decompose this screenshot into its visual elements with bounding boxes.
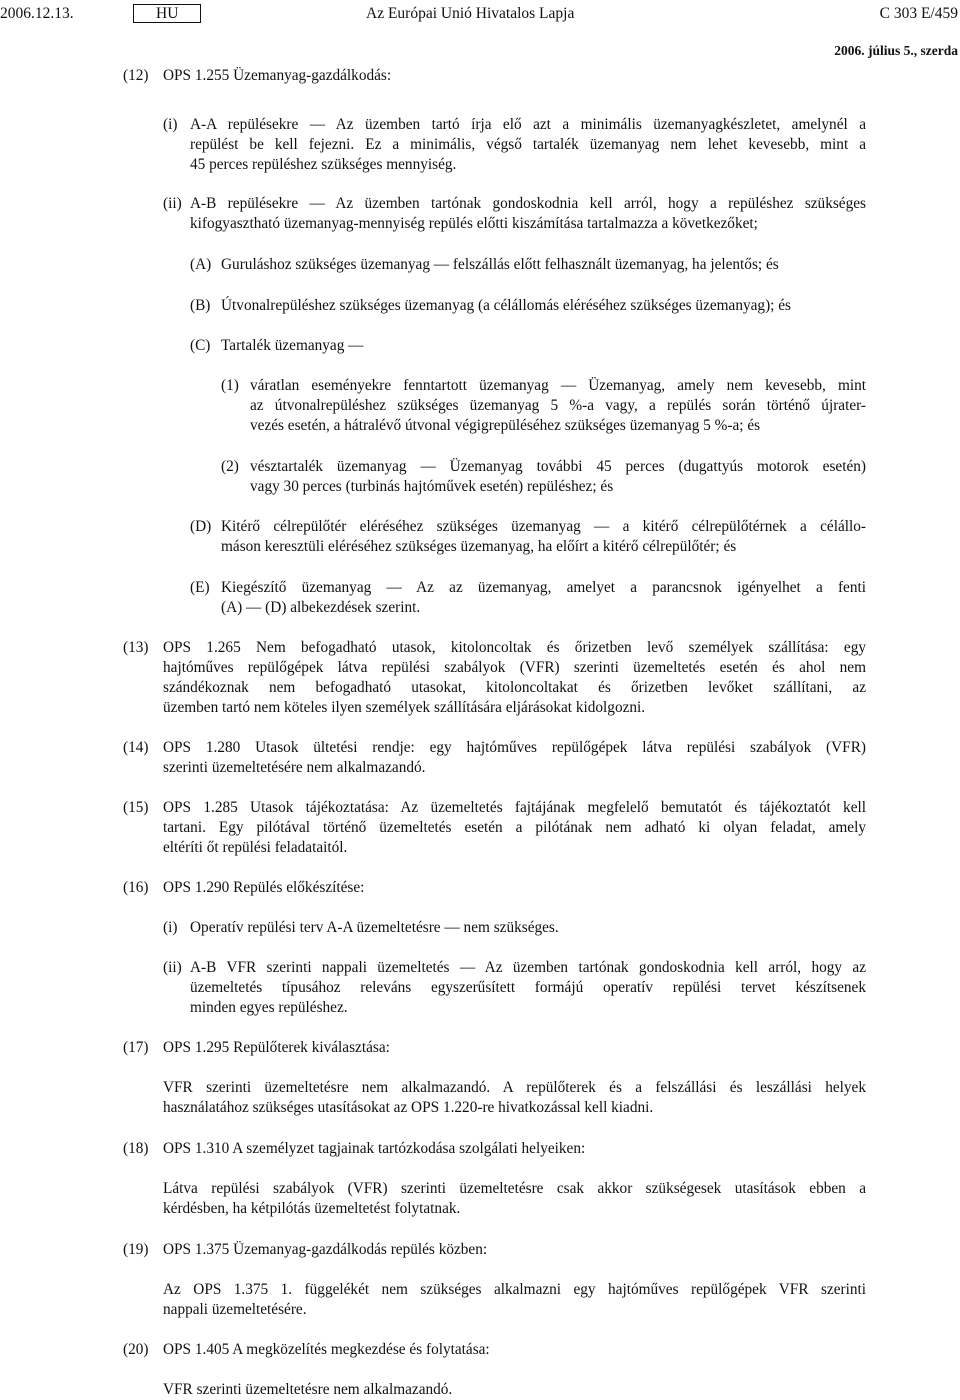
section-number: (16)	[123, 879, 149, 896]
list-item-line: (A) — (D) albekezdések szerint.	[221, 599, 421, 616]
list-item-line: Kiegészítő üzemanyag — Az az üzemanyag, amelyet a parancsnok igényelhet a fenti	[221, 579, 866, 596]
list-item-line: váratlan eseményekre fenntartott üzemanyag — Üzemanyag, amely nem kevesebb, mint	[250, 377, 866, 394]
list-item-line: üzemeltetés típusához releváns egyszerűsített formájú operatív repülési tervet készítsenek	[190, 979, 866, 996]
item-number: (A)	[190, 256, 212, 273]
paragraph-line: VFR szerinti üzemeltetésre nem alkalmazandó. A repülőterek és a felszállási és leszállási helyek	[163, 1079, 866, 1096]
list-item-line: kifogyasztható üzemanyag-mennyiség repülés előtti kiszámítása tartalmazza a következőket;	[190, 215, 758, 232]
list-item-line: A-B VFR szerinti nappali üzemeltetés — Az üzemben tartónak gondoskodnia kell arról, hogy az	[190, 959, 866, 976]
list-item-line: vésztartalék üzemanyag — Üzemanyag további 45 perces (dugattyús motorok esetén)	[250, 458, 866, 475]
list-item-line: vezés esetén, a hátralévő útvonal végigrepüléséhez szükséges üzemanyag 5 %-a; és	[250, 417, 761, 434]
list-item-line: Guruláshoz szükséges üzemanyag — felszállás előtt felhasznált üzemanyag, ha jelentős; és	[221, 256, 779, 273]
paragraph-line: OPS 1.280 Utasok ültetési rendje: egy hajtóműves repülőgépek látva repülési szabályok (VFR)	[163, 739, 866, 756]
section-number: (14)	[123, 739, 149, 756]
list-item-line: A-A repülésekre — Az üzemben tartó írja elő azt a minimális üzemanyagkészletet, amelynél a	[190, 116, 866, 133]
list-item-line: máson keresztüli eléréséhez szükséges üzemanyag, ha előírt a kitérő célrepülőtér; és	[221, 538, 737, 555]
section-number: (13)	[123, 639, 149, 656]
paragraph-line: kérdésben, ha kétpilótás üzemeltetést folytatnak.	[163, 1200, 461, 1217]
list-item-line: Tartalék üzemanyag —	[221, 337, 364, 354]
item-number: (ii)	[163, 959, 182, 976]
section-number: (18)	[123, 1140, 149, 1157]
paragraph-line: OPS 1.265 Nem befogadható utasok, kitoloncoltak és őrizetben levő személyek szállítása: egy	[163, 639, 866, 656]
journal-title: Az Európai Unió Hivatalos Lapja	[366, 5, 575, 22]
item-number: (E)	[190, 579, 210, 596]
item-number: (B)	[190, 297, 211, 314]
header-date: 2006.12.13.	[0, 5, 74, 22]
item-number: (2)	[221, 458, 239, 475]
paragraph-line: használatához szükséges utasításokat az OPS 1.220-re hivatkozással kell kiadni.	[163, 1099, 654, 1116]
section-number: (17)	[123, 1039, 149, 1056]
section-number: (19)	[123, 1241, 149, 1258]
list-item-line: 45 perces repüléshez szükséges mennyiség.	[190, 156, 457, 173]
item-number: (D)	[190, 518, 212, 535]
section-title: OPS 1.375 Üzemanyag-gazdálkodás repülés közben:	[163, 1241, 488, 1258]
list-item-line: Operatív repülési terv A-A üzemeltetésre — nem szükséges.	[190, 919, 559, 936]
list-item-line: repülést be kell fejezni. Ez a minimális, végső tartalék üzemanyag nem lehet kevesebb, mint a	[190, 136, 866, 153]
paragraph-line: Az OPS 1.375 1. függelékét nem szükséges alkalmazni egy hajtóműves repülőgépek VFR szerinti	[163, 1281, 866, 1298]
paragraph-line: VFR szerinti üzemeltetésre nem alkalmazandó.	[163, 1381, 453, 1398]
paragraph-line: eltéríti őt repülési feladataitól.	[163, 839, 348, 856]
item-number: (i)	[163, 116, 178, 133]
list-item-line: az útvonalrepüléshez szükséges üzemanyag 5 %-a vagy, a repülés során történő újrater-	[250, 397, 866, 414]
paragraph-line: üzemben tartó nem köteles ilyen személyek szállítására eljárásokat kidolgozni.	[163, 699, 646, 716]
list-item-line: vagy 30 perces (turbinás hajtóművek esetén) repüléshez; és	[250, 478, 614, 495]
section-title: OPS 1.310 A személyzet tagjainak tartózkodása szolgálati helyeiken:	[163, 1140, 586, 1157]
paragraph-line: szerinti üzemeltetésére nem alkalmazandó.	[163, 759, 426, 776]
section-title: OPS 1.405 A megközelítés megkezdése és folytatása:	[163, 1341, 490, 1358]
section-title: OPS 1.255 Üzemanyag-gazdálkodás:	[163, 67, 392, 84]
section-number: (15)	[123, 799, 149, 816]
paragraph-line: OPS 1.285 Utasok tájékoztatása: Az üzemeltetés fajtájának megfelelő bemutatót és tájékoztatót kell	[163, 799, 866, 816]
section-title: OPS 1.295 Repülőterek kiválasztása:	[163, 1039, 390, 1056]
paragraph-line: szándékoznak nem befogadható utasokat, kitoloncoltakat és őrizetben levőket szállítani, az	[163, 679, 866, 696]
paragraph-line: tartani. Egy pilótával történő üzemeltetés esetén a pilótának nem adható ki olyan feladat, amely	[163, 819, 866, 836]
item-number: (i)	[163, 919, 178, 936]
list-item-line: Útvonalrepüléshez szükséges üzemanyag (a célállomás eléréséhez szükséges üzemanyag); és	[221, 297, 791, 314]
section-number: (12)	[123, 67, 149, 84]
paragraph-line: hajtóműves repülőgépek látva repülési szabályok (VFR) szerinti üzemeltetés esetén és ahol nem	[163, 659, 866, 676]
language-badge	[133, 4, 201, 24]
item-number: (1)	[221, 377, 239, 394]
language-badge-label: HU	[133, 4, 201, 23]
item-number: (C)	[190, 337, 211, 354]
section-title: OPS 1.290 Repülés előkészítése:	[163, 879, 365, 896]
item-number: (ii)	[163, 195, 182, 212]
issue-reference: C 303 E/459	[879, 5, 958, 22]
sitting-date: 2006. július 5., szerda	[834, 43, 958, 58]
paragraph-line: Látva repülési szabályok (VFR) szerinti üzemeltetésre csak akkor szükségesek utasítások ebben a	[163, 1180, 866, 1197]
list-item-line: A-B repülésekre — Az üzemben tartónak gondoskodnia kell arról, hogy a repüléshez szükséges	[190, 195, 866, 212]
paragraph-line: nappali üzemeltetésére.	[163, 1301, 307, 1318]
list-item-line: minden egyes repüléshez.	[190, 999, 348, 1016]
list-item-line: Kitérő célrepülőtér eléréséhez szükséges üzemanyag — a kitérő célrepülőtérnek a célállo-	[221, 518, 866, 535]
section-number: (20)	[123, 1341, 149, 1358]
